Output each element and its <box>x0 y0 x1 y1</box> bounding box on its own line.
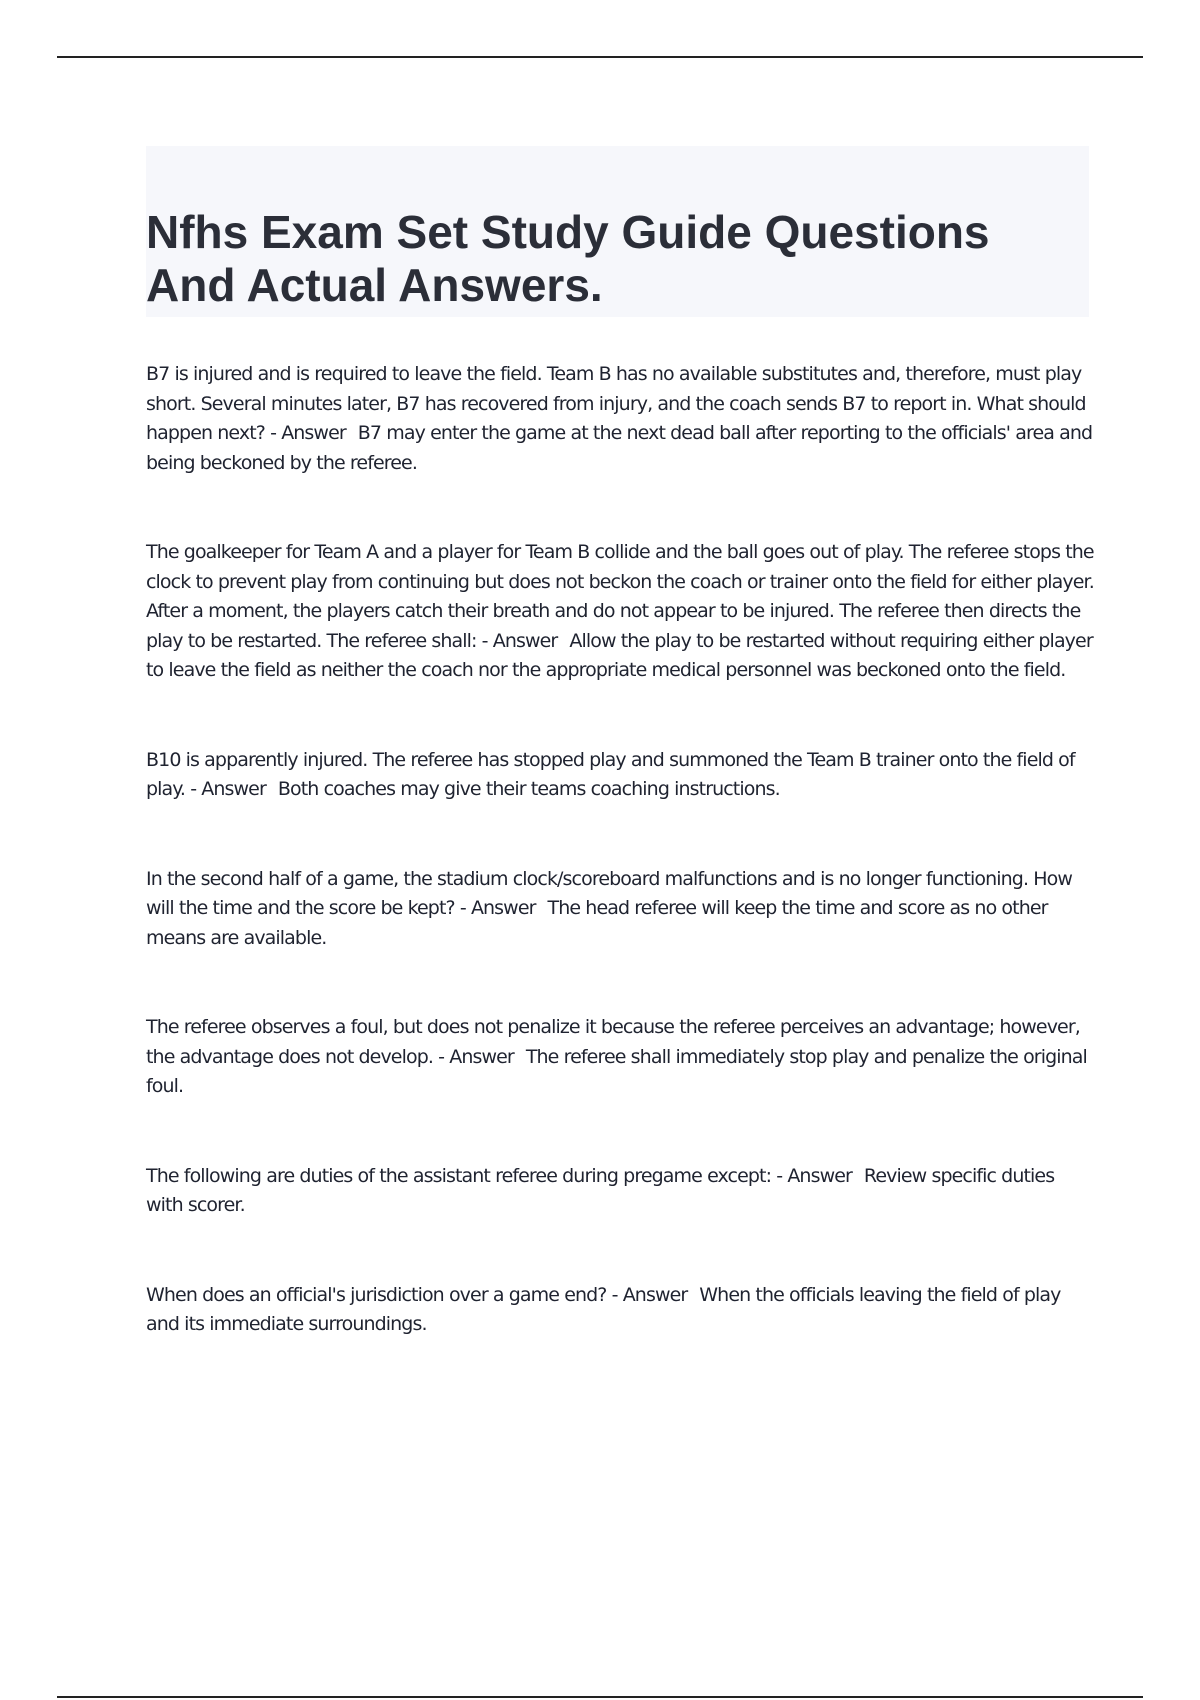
answer-text: B7 may enter the game at the next dead ball after reporting to the officials' area and being beckoned by the referee. <box>146 422 1093 474</box>
title-banner <box>146 146 1089 317</box>
question-text: B10 is apparently injured. The referee has stopped play and summoned the Team B trainer onto the field of play. <box>146 748 1075 800</box>
answer-text: The head referee will keep the time and score as no other means are available. <box>146 897 1048 949</box>
question-text: B7 is injured and is required to leave the field. Team B has no available substitutes and, therefore, must play short. Several minutes later, B7 has recovered from injury, and the coach sends B7 to report in. What should happen next? <box>146 363 1086 444</box>
qa-item-4 <box>146 865 1096 954</box>
qa-item-6 <box>146 1162 1096 1221</box>
question-text: The referee observes a foul, but does not penalize it because the referee perceives an advantage; however, the advantage does not develop. <box>146 1016 1080 1068</box>
answer-text: When the officials leaving the field of play and its immediate surroundings. <box>146 1283 1061 1335</box>
answer-separator: - Answer <box>185 778 266 800</box>
answer-text: Both coaches may give their teams coaching instructions. <box>277 778 780 800</box>
qa-item-3 <box>146 746 1096 805</box>
qa-item-2 <box>146 538 1096 686</box>
bottom-divider <box>57 1696 1143 1698</box>
answer-text: Review specific duties with scorer. <box>146 1164 1055 1216</box>
question-text: In the second half of a game, the stadium clock/scoreboard malfunctions and is no longer functioning. How will the time and the score be kept? <box>146 867 1072 919</box>
top-divider <box>57 56 1143 58</box>
qa-list <box>146 360 1096 1400</box>
answer-separator: - Answer <box>454 897 536 919</box>
question-text: The goalkeeper for Team A and a player for Team B collide and the ball goes out of play. The referee stops the clock to prevent play from continuing but does not beckon the coach or trainer onto the field for either player. After a moment, the players catch their breath and do not appear to be injured. The referee then directs the play to be restarted. The referee shall: <box>146 541 1094 652</box>
page-title: Nfhs Exam Set Study Guide Questions And Actual Answers. <box>146 206 990 311</box>
answer-separator: - Answer <box>264 422 346 444</box>
answer-text: The referee shall immediately stop play and penalize the original foul. <box>146 1045 1087 1097</box>
answer-text: Allow the play to be restarted without requiring either player to leave the field as neither the coach nor the appropriate medical personnel was beckoned onto the field. <box>146 629 1093 681</box>
qa-item-7 <box>146 1281 1096 1340</box>
answer-separator: - Answer <box>771 1164 852 1187</box>
qa-item-5 <box>146 1013 1096 1102</box>
question-text: When does an official's jurisdiction over a game end? <box>146 1283 607 1306</box>
answer-separator: - Answer <box>476 629 558 652</box>
answer-separator: - Answer <box>433 1045 514 1068</box>
answer-separator: - Answer <box>606 1283 688 1306</box>
qa-item-1 <box>146 360 1096 478</box>
question-text: The following are duties of the assistant referee during pregame except: <box>146 1164 772 1187</box>
